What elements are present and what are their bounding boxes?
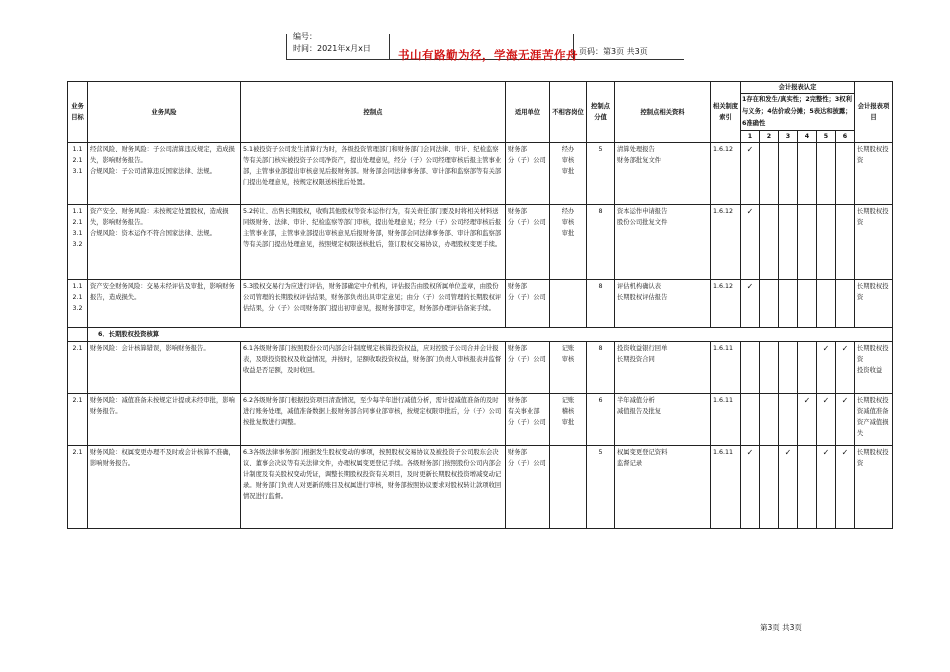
cell-check-3: ✓: [779, 446, 798, 529]
table-row: [68, 205, 893, 280]
header-motto: 书山有路勤为径，学海无涯苦作舟: [398, 48, 578, 62]
header-risk: 业务风险: [88, 82, 241, 143]
cell-check-2: [760, 446, 779, 529]
cell-check-6: [836, 280, 855, 328]
header-col-1: 1: [741, 131, 760, 143]
cell-control: 6.3各级法律事务部门根据发生股权变动的事项，按照股权交易协议及被投资子公司股东会决议、董事会决议等有关法律文件，办理权属变更登记手续。各级财务部门按照股份公司内部会计制度及有关股权变动凭证，调整长期股权投资有关项目，及时更新长期股权投资增减变动记录。财务部门负责人对更新的账目及权属进行审核，财务部按照协议要求对股权转让款项收回情况进行监督。: [241, 446, 506, 529]
cell-check-4: [798, 342, 817, 394]
cell-check-2: [760, 394, 779, 446]
cell-goal: 2.1: [68, 342, 88, 394]
cell-check-3: [779, 205, 798, 280]
cell-check-5: ✓: [817, 446, 836, 529]
cell-goal: 1.1 2.1 3.2: [68, 280, 88, 328]
table-row: [68, 143, 893, 205]
cell-check-4: ✓: [798, 394, 817, 446]
cell-report-item: 长期股权投资: [855, 446, 893, 529]
cell-check-2: [760, 342, 779, 394]
cell-check-6: ✓: [836, 446, 855, 529]
cell-check-5: [817, 280, 836, 328]
cell-check-1: ✓: [741, 143, 760, 205]
cell-unit: 财务部 有关事业部 分（子）公司: [506, 394, 550, 446]
cell-risk: 资产安全财务风险：交易未经评估及审批，影响财务报告，造成损失。: [88, 280, 241, 328]
header-border-left: [286, 34, 287, 59]
cell-score: 8: [587, 280, 615, 328]
cell-check-6: ✓: [836, 394, 855, 446]
cell-check-4: [798, 446, 817, 529]
cell-docs: 权属变更登记资料 监督记录: [615, 446, 711, 529]
header-index: 相关制度索引: [711, 82, 741, 143]
cell-unit: 财务部 分（子）公司: [506, 143, 550, 205]
cell-risk: 财务风险：减值准备未按规定计提或未经审批，影响财务报告。: [88, 394, 241, 446]
cell-check-3: [779, 342, 798, 394]
table-row: [68, 280, 893, 328]
cell-control: 6.1各级财务部门按照股份公司内部会计制度规定核算投资权益，应对控股子公司合并会计报表，及联投资股权及收益情况，并按时，足额收取投资权益，财务部门负责人审核报表并监督收益是否足额，及时收回。: [241, 342, 506, 394]
cell-incompatible: [550, 280, 587, 328]
cell-check-1: [741, 342, 760, 394]
cell-risk: 经营风险、财务风险：子公司清算违反规定，造成损失，影响财务报告。 合规风险：子公司清算违反国家法律、法规。: [88, 143, 241, 205]
header-report-item: 会计报表项目: [855, 82, 893, 143]
cell-check-6: [836, 143, 855, 205]
cell-docs: 资本运作申请报告 股份公司批复文件: [615, 205, 711, 280]
cell-check-2: [760, 280, 779, 328]
header-col-2: 2: [760, 131, 779, 143]
header-col-5: 5: [817, 131, 836, 143]
cell-goal: 1.1 2.1 3.1 3.2: [68, 205, 88, 280]
cell-incompatible: 经办 审核 审批: [550, 143, 587, 205]
header-report-legend: 1存在和发生/真实性；2完整性；3权利与义务；4估价或分摊；5表达和披露；6准确性: [741, 94, 855, 131]
section-title: 6．长期股权投资核算: [88, 328, 893, 342]
cell-control: 5.3股权交易行为应进行评估，财务部确定中介机构，评估报告由股权所属单位盖章，由股份公司管理的长期股权评估结果，财务部负责出具审定意见；由分（子）公司管理的长期股权评估结果，分（子）公司财务部门提出初审意见，报财务部审定，财务部办理评估备案手续。: [241, 280, 506, 328]
cell-index: 1.6.12: [711, 143, 741, 205]
cell-docs: 评估机构确认表 长期股权评估报告: [615, 280, 711, 328]
cell-check-5: ✓: [817, 342, 836, 394]
table-row: [68, 446, 893, 529]
header-page-number: 页码：第3页 共3页: [579, 47, 648, 56]
cell-unit: 财务部 分（子）公司: [506, 446, 550, 529]
cell-unit: 财务部 分（子）公司: [506, 205, 550, 280]
table-row: [68, 342, 893, 394]
cell-score: 6: [587, 394, 615, 446]
header-col-6: 6: [836, 131, 855, 143]
document-number-label: 编号：: [293, 32, 317, 41]
cell-docs: 投资收益银行回单 长期投资合同: [615, 342, 711, 394]
internal-control-table: [67, 81, 893, 529]
document-date: 时间：2021年x月x日: [293, 44, 371, 53]
section-row: [68, 328, 893, 342]
cell-goal: 2.1: [68, 394, 88, 446]
cell-control: 5.2转让、出售长期股权，收购其他股权等资本运作行为，有关责任部门要及时将相关材料送同级财务、法律、审计、纪检监察等部门审核，提出处理意见；经分（子）公司经理审核后报主管事业部，主管事业部提出审核意见后报财务部，财务部会同法律事务部、审计部和监察部等有关部门提出处理意见，按照规定权限送核批后，签订股权交易协议，办理股权变更手续。: [241, 205, 506, 280]
cell-check-2: [760, 205, 779, 280]
cell-index: 1.6.11: [711, 342, 741, 394]
cell-score: 5: [587, 446, 615, 529]
cell-check-1: [741, 394, 760, 446]
header-col-4: 4: [798, 131, 817, 143]
cell-check-5: ✓: [817, 394, 836, 446]
table-body: [68, 143, 893, 529]
cell-check-3: [779, 143, 798, 205]
header-goal: 业务目标: [68, 82, 88, 143]
header-col-3: 3: [779, 131, 798, 143]
cell-check-6: [836, 205, 855, 280]
cell-incompatible: 经办 审核 审批: [550, 205, 587, 280]
cell-check-1: ✓: [741, 205, 760, 280]
cell-score: 8: [587, 205, 615, 280]
cell-index: 1.6.12: [711, 205, 741, 280]
cell-goal: 1.1 2.1 3.1: [68, 143, 88, 205]
cell-risk: 财务风险：会计核算错误，影响财务报告。: [88, 342, 241, 394]
cell-check-4: [798, 205, 817, 280]
cell-report-item: 长期股权投资: [855, 280, 893, 328]
cell-report-item: 长期股权投资: [855, 205, 893, 280]
cell-incompatible: [550, 446, 587, 529]
header-unit: 适用单位: [506, 82, 550, 143]
cell-check-1: ✓: [741, 280, 760, 328]
footer-page-number: 第3页 共3页: [760, 623, 802, 632]
header-score: 控制点分值: [587, 82, 615, 143]
cell-index: 1.6.11: [711, 394, 741, 446]
header-docs: 控制点相关资料: [615, 82, 711, 143]
cell-score: 5: [587, 143, 615, 205]
cell-risk: 财务风险：权属变更办理不及时或会计核算不准确，影响财务报告。: [88, 446, 241, 529]
cell-index: 1.6.11: [711, 446, 741, 529]
cell-score: 8: [587, 342, 615, 394]
cell-docs: 半年减值分析 减值报告及批复: [615, 394, 711, 446]
header-border-mid1: [389, 34, 390, 59]
section-empty-cell: [68, 328, 88, 342]
cell-check-5: [817, 143, 836, 205]
cell-check-6: ✓: [836, 342, 855, 394]
cell-risk: 资产安全、财务风险：未按规定处置股权，造成损失，影响财务报告。 合规风险：资本运作不符合国家法律、法规。: [88, 205, 241, 280]
cell-control: 6.2各级财务部门根据投资项目清查情况，至少每半年进行减值分析，需计提减值准备的及时进行账务处理，减值准备数据上报财务部合同事业部审核，按规定权限审批后，分（子）公司按批复数进行调整。: [241, 394, 506, 446]
cell-index: 1.6.12: [711, 280, 741, 328]
header-control: 控制点: [241, 82, 506, 143]
cell-check-3: [779, 280, 798, 328]
cell-report-item: 长期股权投资减值准备 资产减值损失: [855, 394, 893, 446]
cell-check-4: [798, 143, 817, 205]
cell-incompatible: 记账 审核: [550, 342, 587, 394]
header-report-group: 会计报表认定: [741, 82, 855, 94]
table-row: [68, 394, 893, 446]
cell-report-item: 长期股权投资: [855, 143, 893, 205]
cell-check-4: [798, 280, 817, 328]
cell-check-5: [817, 205, 836, 280]
cell-docs: 清算处理报告 财务部批复文件: [615, 143, 711, 205]
header-incompatible: 不相容岗位: [550, 82, 587, 143]
cell-check-3: [779, 394, 798, 446]
cell-control: 5.1被投资子公司发生清算行为时，各级投资管理部门和财务部门会同法律、审计、纪检监察等有关部门核实被投资子公司净资产，提出处理意见，经分（子）公司经理审核后报主管事业部，主管事业部提出审核意见后报财务部。财务部会同法律事务部、审计部和监察部等有关部门提出处理意见，按规定权限送核批后处置。: [241, 143, 506, 205]
cell-goal: 2.1: [68, 446, 88, 529]
cell-report-item: 长期股权投资 投资收益: [855, 342, 893, 394]
cell-check-2: [760, 143, 779, 205]
cell-check-1: ✓: [741, 446, 760, 529]
cell-unit: 财务部 分（子）公司: [506, 342, 550, 394]
cell-unit: 财务部 分（子）公司: [506, 280, 550, 328]
cell-incompatible: 记账 稽核 审批: [550, 394, 587, 446]
